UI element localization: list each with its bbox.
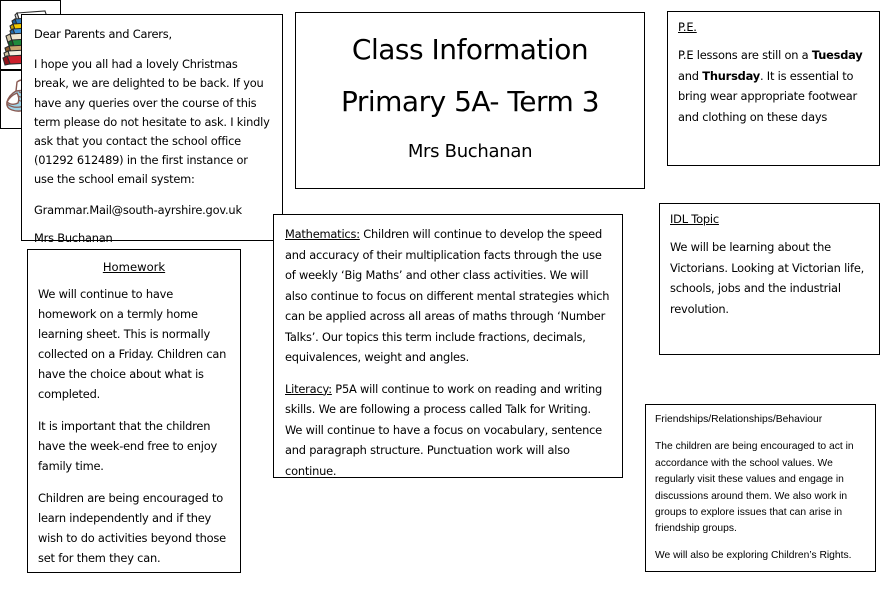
letter-signature: Mrs Buchanan <box>34 230 113 245</box>
title-box <box>295 12 645 189</box>
literacy-paragraph <box>285 379 611 482</box>
pe-day-2: Thursday <box>702 68 760 83</box>
literacy-label: Literacy: <box>285 381 332 396</box>
friendships-paragraph-2: We will also be exploring Children’s Rights. <box>655 549 852 561</box>
friendships-behaviour-box <box>645 404 876 572</box>
pe-day-1: Tuesday <box>811 48 863 62</box>
pe-text-part-3: . It is essential to bring wear appropriate footwear and clothing on these days <box>678 68 857 124</box>
page-title-line-2: Primary 5A- Term 3 <box>340 85 600 118</box>
homework-paragraph-1: We will continue to have homework on a termly home learning sheet. This is normally collected on a Friday. Children can have the choice about what is completed. <box>38 287 227 401</box>
homework-paragraph-3: Children are being encouraged to learn independently and if they wish to do activities beyond those set for them they can. <box>38 491 226 565</box>
curriculum-box <box>273 214 623 478</box>
pe-text-part-2: and <box>678 68 703 83</box>
friendships-paragraph-1: The children are being encouraged to act in accordance with the school values. We regularly visit these values and engage in discussions around them. We also work in groups to explore issues that can arise in friendship groups. <box>655 441 854 535</box>
letter-email: Grammar.Mail@south-ayrshire.gov.uk <box>34 202 242 217</box>
idl-text: We will be learning about the Victorians. Looking at Victorian life, schools, jobs and the industrial revolution. <box>670 240 865 316</box>
pe-text-part-1: P.E lessons are still on a <box>678 48 812 62</box>
literacy-text: P5A will continue to work on reading and writing skills. We are following a process called Talk for Writing. We will continue to have a focus on vocabulary, sentence and paragraph structure. Punctuation work will also continue. <box>285 381 603 478</box>
teacher-name: Mrs Buchanan <box>407 141 533 162</box>
letter-body: I hope you all had a lovely Christmas break, we are delighted to be back. If you have any queries over the course of this term please do not hesitate to ask. I kindly ask that you contact the school office (01292 612489) in the first instance or use the school email system: <box>34 57 270 187</box>
page-title-line-1: Class Information <box>351 33 589 66</box>
homework-title: Homework <box>102 260 166 274</box>
idl-topic-box <box>659 203 880 355</box>
homework-box <box>27 249 241 573</box>
letter-greeting: Dear Parents and Carers, <box>34 27 172 41</box>
pe-text <box>678 45 869 127</box>
mathematics-paragraph <box>285 224 611 368</box>
friendships-title: Friendships/Relationships/Behaviour <box>655 414 823 425</box>
pe-title: P.E. <box>678 20 697 34</box>
mathematics-label: Mathematics: <box>285 227 360 241</box>
mathematics-text: Children will continue to develop the speed and accuracy of their multiplication facts through the use of weekly ‘Big Maths’ and other class activities. We will also continue to focus on different mental strategies which can be applied across all areas of maths through ‘Number Talks’. Our topics this term include fractions, decimals, equivalences, weight and angles. <box>285 227 610 364</box>
pe-box <box>667 11 880 166</box>
idl-title: IDL Topic <box>670 212 719 226</box>
homework-paragraph-2: It is important that the children have the week-end free to enjoy family time. <box>38 419 218 473</box>
parents-letter-box <box>21 14 283 245</box>
